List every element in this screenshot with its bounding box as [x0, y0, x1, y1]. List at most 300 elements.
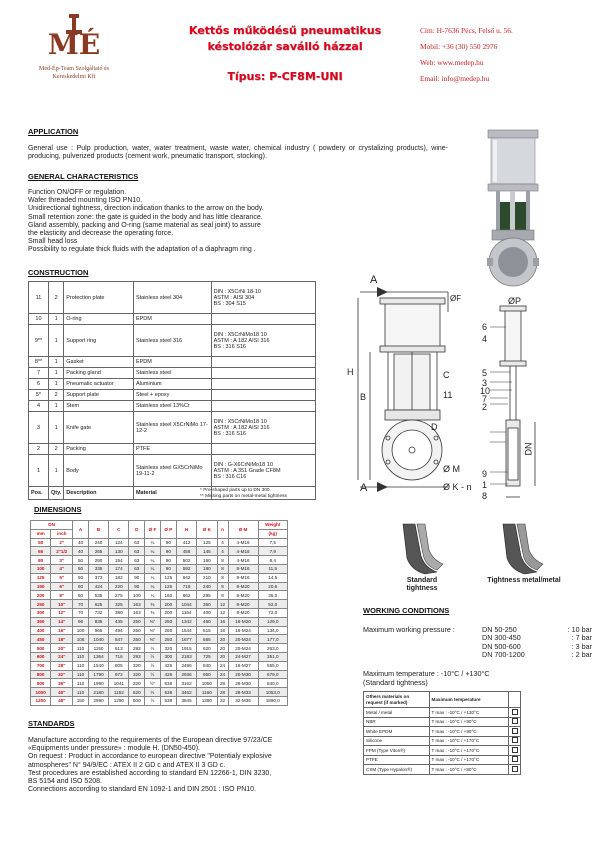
dimensions-cell: 28-M33	[228, 688, 258, 697]
dim-label-A-bottom: A	[360, 482, 368, 494]
contact-email[interactable]: Email: info@medep.hu	[420, 74, 490, 83]
dimensions-cell: ¼	[145, 547, 161, 556]
dimensions-cell: 250	[160, 635, 176, 644]
dimensions-cell: 28-M30	[228, 679, 258, 688]
dimensions-cell: 180	[197, 564, 217, 573]
dimensions-cell: 600	[31, 652, 51, 661]
dimensions-cell: 1790	[88, 670, 108, 679]
application-text: General use : Pulp production, water, water treatment, waste water, chemical industry ( powdery or crystalizing products), wine-producing, pulverized products (cement work, pneumatic transport, stocking).	[28, 145, 448, 161]
dimensions-cell: ¼	[145, 591, 161, 600]
dimensions-heading: DIMENSIONS	[34, 505, 82, 514]
dimensions-cell: 60	[73, 591, 89, 600]
construction-row	[29, 390, 316, 401]
dimensions-cell: 3"	[51, 556, 73, 565]
dim-label-B: B	[360, 392, 367, 402]
dimensions-cell: 40"	[51, 688, 73, 697]
construction-cell-pos: 7	[29, 368, 49, 379]
dimensions-cell: 60	[73, 582, 89, 591]
dimensions-cell: 520	[129, 688, 145, 697]
dimensions-cell: 3162	[176, 679, 196, 688]
contact-mobile[interactable]: Mobil: +36 (30) 550 2976	[420, 42, 498, 51]
dimensions-cell: 48"	[51, 696, 73, 705]
dimensions-cell: 2486	[176, 661, 196, 670]
dimensions-cell: 600	[129, 696, 145, 705]
dimensions-cell: 63	[129, 564, 145, 573]
general-line: Small head loss	[28, 238, 78, 246]
standard-line: DIN : G-X6CrNiMo18 10	[213, 461, 273, 468]
dimensions-cell: ½	[145, 661, 161, 670]
construction-cell-standard	[211, 401, 315, 412]
standard-line: BS : 304 S15	[213, 300, 246, 307]
construction-cell-qty: 1	[48, 412, 63, 444]
dimensions-cell: 1160	[197, 688, 217, 697]
dimensions-cell: 400	[31, 626, 51, 635]
construction-header-mat: Material	[133, 487, 211, 500]
construction-cell-pos: 6	[29, 379, 49, 390]
dim-label-H: H	[347, 367, 354, 377]
dimensions-cell: 40	[73, 547, 89, 556]
dimensions-cell: 200	[160, 600, 176, 609]
materials-header-temp: Maximum temperature	[429, 692, 508, 708]
dimensions-row	[31, 679, 288, 688]
dimensions-cell: ½"	[145, 679, 161, 688]
dimensions-cell: 265	[88, 547, 108, 556]
dimensions-cell: 2"	[51, 538, 73, 547]
standard-line: BS : 316 C16	[213, 473, 247, 480]
dimensions-cell: 16	[217, 626, 228, 635]
dimensions-cell: 174	[109, 564, 129, 573]
dimensions-cell: 63	[129, 556, 145, 565]
dimensions-cell: 1150	[88, 644, 108, 653]
dimensions-cell: 965	[88, 626, 108, 635]
material-checkbox[interactable]	[512, 709, 518, 715]
working-pressure-list	[482, 626, 592, 660]
construction-cell-pos: 10	[29, 314, 49, 325]
dimensions-subheader-cell: mm	[31, 529, 51, 538]
seal-illustration-standard	[395, 520, 455, 575]
dimensions-row	[31, 626, 288, 635]
dimensions-cell: 90	[160, 564, 176, 573]
construction-header-desc: Description	[64, 487, 134, 500]
dimensions-cell: 32	[217, 696, 228, 705]
dimensions-cell: 12"	[51, 608, 73, 617]
dimensions-cell: 613	[109, 644, 129, 653]
part-label-1: 1	[482, 480, 488, 490]
construction-cell-standard	[211, 455, 315, 487]
dimensions-cell: 592	[176, 564, 196, 573]
construction-header-pos: Pos.	[29, 487, 49, 500]
construction-heading: CONSTRUCTION	[28, 268, 89, 277]
material-checkbox[interactable]	[512, 737, 518, 743]
dimensions-cell: 900	[31, 679, 51, 688]
general-line: Unidirectional tightness, direction indication thanks to the arrow on the body.	[28, 205, 264, 213]
dimensions-cell: 547	[109, 635, 129, 644]
pressure-dn: DN 300-450	[482, 633, 521, 643]
dimensions-row	[31, 635, 288, 644]
construction-cell-pos: 5*	[29, 390, 49, 401]
construction-row	[29, 282, 316, 314]
standard-line: ASTM : A 182 AISI 316	[213, 424, 270, 431]
dimensions-cell: 716	[109, 652, 129, 661]
dimensions-cell: 2590	[88, 696, 108, 705]
dimensions-cell: 250	[129, 626, 145, 635]
construction-row	[29, 379, 316, 390]
working-heading: WORKING CONDITIONS	[363, 606, 450, 615]
dimensions-cell: 16	[217, 617, 228, 626]
dimensions-cell: 862	[176, 591, 196, 600]
construction-cell-pos: 1	[29, 455, 49, 487]
dimensions-row	[31, 573, 288, 582]
dimensions-row	[31, 556, 288, 565]
material-checkbox[interactable]	[512, 718, 518, 724]
dimensions-cell: 28	[217, 688, 228, 697]
dimensions-header-cell: B	[88, 521, 108, 539]
seal-label-standard: Standard tightness	[406, 577, 438, 592]
materials-row	[364, 736, 521, 746]
dimensions-cell: 106	[73, 635, 89, 644]
construction-cell-qty: 1	[48, 455, 63, 487]
construction-cell-qty: 1	[48, 401, 63, 412]
dimensions-cell: ⅜	[145, 608, 161, 617]
material-checkbox[interactable]	[512, 728, 518, 734]
material-temp: T max : -10°C / +170°C	[429, 746, 508, 756]
dimensions-cell: 250	[129, 635, 145, 644]
dimensions-cell: 1540	[88, 661, 108, 670]
dimensions-cell: 50	[73, 573, 89, 582]
dimensions-cell: 8-M20	[228, 591, 258, 600]
construction-cell-qty: 1	[48, 357, 63, 368]
construction-row	[29, 401, 316, 412]
dimensions-header-cell: n	[217, 521, 228, 539]
dimensions-cell: 8	[217, 556, 228, 565]
dimensions-cell: 90	[160, 556, 176, 565]
part-label-4: 4	[482, 334, 488, 344]
dimensions-cell: ⅜"	[145, 635, 161, 644]
dimensions-row	[31, 547, 288, 556]
dimensions-cell: 800	[31, 670, 51, 679]
dimensions-cell: 8-M20	[228, 582, 258, 591]
materials-row	[364, 765, 521, 775]
logo-company-line2: Kereskedelmi Kft	[52, 74, 96, 80]
dimensions-cell: 8	[217, 564, 228, 573]
material-name: CSM (Type Hypalon®)	[364, 765, 430, 775]
dimensions-cell: 1040	[88, 635, 108, 644]
construction-cell-mat: EPDM	[133, 314, 211, 325]
dimensions-cell: 24	[217, 670, 228, 679]
dimensions-cell: 718	[176, 582, 196, 591]
dimensions-cell: 8	[217, 582, 228, 591]
dimensions-cell: 32-M36	[228, 696, 258, 705]
dimensions-cell: 2180	[88, 688, 108, 697]
dimensions-cell: 90	[160, 547, 176, 556]
dimensions-cell: ½	[145, 670, 161, 679]
standard-line: BS : 316 S16	[213, 430, 246, 437]
construction-cell-desc: Body	[64, 455, 134, 487]
dim-label-phiF: ØF	[450, 294, 462, 303]
dimensions-cell: 725	[197, 652, 217, 661]
dimensions-cell: 70	[73, 600, 89, 609]
material-checkbox[interactable]	[512, 747, 518, 753]
dimensions-cell: 3462	[176, 688, 196, 697]
dimensions-cell: 300	[160, 652, 176, 661]
dimensions-row	[31, 538, 288, 547]
construction-cell-pos: 3	[29, 412, 49, 444]
dimensions-cell: 642	[176, 573, 196, 582]
contact-web[interactable]: Web: www.medep.hu	[420, 58, 484, 67]
dimensions-cell: 8,4	[258, 556, 287, 565]
dimensions-header-cell: Weight	[258, 521, 287, 530]
dimensions-cell: 145	[197, 547, 217, 556]
materials-row	[364, 727, 521, 737]
dim-label-C: C	[443, 370, 450, 380]
construction-cell-standard	[211, 282, 315, 314]
dimensions-cell: ½	[145, 696, 161, 705]
dimensions-cell: 500	[31, 644, 51, 653]
contact-block	[420, 24, 590, 85]
dimensions-cell: 129,0	[258, 617, 287, 626]
dimensions-cell: 110	[73, 644, 89, 653]
construction-cell-desc: Packing	[64, 444, 134, 455]
standard-line: ASTM : AISI 304	[213, 294, 255, 301]
standards-line: On request : Product in accordance to european directive "Potentialy explosive	[28, 753, 272, 761]
dimensions-cell: 20,6	[258, 582, 287, 591]
material-temp: T max : -10°C / +170°C	[429, 736, 508, 746]
construction-cell-desc: Pneumatic actuator	[64, 379, 134, 390]
construction-header-qty: Qty.	[48, 487, 63, 500]
dimensions-cell: 125	[160, 582, 176, 591]
dimensions-cell: 335	[88, 564, 108, 573]
material-name: Silicone	[364, 736, 430, 746]
dimensions-cell: 263,0	[258, 644, 287, 653]
part-label-10: 10	[480, 386, 491, 396]
dimensions-cell: 80	[31, 556, 51, 565]
dimensions-cell: 4-M16	[228, 547, 258, 556]
dimensions-cell: 435	[109, 617, 129, 626]
standard-line: BS : 316 S16	[213, 343, 246, 350]
logo-letters: MÉ	[47, 28, 101, 61]
dimensions-cell: 28	[217, 679, 228, 688]
standards-line: Connections according to standard EN 1092-1 and DIN 2501 : ISO PN10.	[28, 786, 257, 794]
material-checkbox[interactable]	[512, 756, 518, 762]
dimensions-cell: 835	[88, 617, 108, 626]
construction-note2: ** Missing parts on metal-metal tightness	[200, 494, 287, 499]
general-line: Function ON/OFF or regulation.	[28, 189, 127, 196]
dimensions-cell: 200	[31, 591, 51, 600]
general-line: Gland assembly, packing and O-ring (same material as seal joint) to assure	[28, 221, 261, 229]
dimensions-cell: 125	[197, 538, 217, 547]
dimensions-cell: 565	[197, 635, 217, 644]
construction-cell-standard	[211, 444, 315, 455]
dimensions-cell: 8-M16	[228, 564, 258, 573]
dimensions-cell: 160	[160, 591, 176, 600]
dimensions-cell: 502	[176, 556, 196, 565]
construction-table	[28, 281, 316, 500]
dimensions-row	[31, 652, 288, 661]
construction-cell-qty: 1	[48, 368, 63, 379]
dimensions-cell: 130	[109, 547, 129, 556]
construction-cell-desc: O-ring	[64, 314, 134, 325]
dimensions-cell: 494	[109, 626, 129, 635]
dimensions-cell: 320	[129, 679, 145, 688]
dimensions-cell: 2"1/2	[51, 547, 73, 556]
dimensions-cell: 210	[197, 573, 217, 582]
dimensions-row	[31, 696, 288, 705]
construction-row	[29, 412, 316, 444]
dimensions-row	[31, 564, 288, 573]
dimensions-cell: 20	[217, 652, 228, 661]
construction-cell-mat: Aluminium	[133, 379, 211, 390]
general-line: Wafer threaded mounting ISO PN10.	[28, 197, 143, 205]
dimensions-cell: 1677	[176, 635, 196, 644]
dimensions-cell: 125	[160, 573, 176, 582]
dimensions-header-cell: Ø M	[228, 521, 258, 539]
dimensions-cell: 320	[160, 644, 176, 653]
dimensions-header-cell: DN	[31, 521, 73, 530]
dimensions-cell: 177,0	[258, 635, 287, 644]
pressure-row	[482, 651, 592, 659]
dimensions-cell: 1000	[31, 688, 51, 697]
dimensions-cell: 220	[109, 582, 129, 591]
dimensions-cell: 8	[217, 591, 228, 600]
construction-cell-desc: Packing gland	[64, 368, 134, 379]
material-checkbox[interactable]	[512, 766, 518, 772]
pressure-bar: : 7 bar	[571, 633, 592, 643]
standard-line: ASTM : A 351 Grade CF8M	[213, 467, 281, 474]
dim-label-A: A	[370, 274, 378, 286]
dimensions-cell: 8-M16	[228, 573, 258, 582]
dimensions-cell: 300	[31, 608, 51, 617]
dimensions-cell: 90	[129, 582, 145, 591]
dimensions-cell: 1152	[109, 688, 129, 697]
dimensions-cell: 412	[176, 538, 196, 547]
dimensions-cell: 35,0	[258, 591, 287, 600]
dimensions-subheader-cell: inch	[51, 529, 73, 538]
dimensions-cell: 2183	[176, 652, 196, 661]
part-label-8: 8	[482, 491, 488, 501]
working-temperature-sub: (Standard tightness)	[363, 678, 428, 687]
construction-cell-mat: Stainless steel X5CrNiMo 17-12-2	[133, 412, 211, 444]
construction-cell-mat: Steel + epoxy	[133, 390, 211, 401]
dimensions-cell: 351,0	[258, 652, 287, 661]
dimensions-cell: ¼	[145, 573, 161, 582]
material-name: White EPDM	[364, 727, 430, 737]
dimensions-cell: 293	[129, 652, 145, 661]
dimensions-cell: 154	[109, 556, 129, 565]
material-temp: T max : -10°C / +90°C	[429, 727, 508, 737]
dim-label-phiP: ØP	[508, 296, 522, 306]
construction-cell-mat: Stainless steel 316	[133, 325, 211, 357]
dimensions-cell: 805	[109, 661, 129, 670]
construction-cell-qty: 1	[48, 314, 63, 325]
construction-cell-pos: 11	[29, 282, 49, 314]
dimensions-cell: 12	[217, 600, 228, 609]
dimensions-header-cell: Ø P	[160, 521, 176, 539]
dimensions-cell: 200	[160, 608, 176, 617]
materials-row	[364, 746, 521, 756]
dimensions-cell: 1164	[176, 608, 196, 617]
dimensions-cell: 50	[73, 564, 89, 573]
dimensions-cell: ¼	[145, 564, 161, 573]
dimensions-cell: 1915	[176, 644, 196, 653]
dimensions-cell: 4"	[51, 564, 73, 573]
material-temp: T max : -10°C / +90°C	[429, 717, 508, 727]
construction-row	[29, 455, 316, 487]
construction-cell-qty: 1	[48, 325, 63, 357]
dimensions-cell: 732	[88, 608, 108, 617]
dimensions-cell: 1044	[176, 600, 196, 609]
dimensions-cell: 275	[109, 591, 129, 600]
dimensions-cell: 110	[73, 652, 89, 661]
dimensions-cell: 16-M24	[228, 626, 258, 635]
construction-note1: * Pre-shaped parts up to DN 300.	[200, 488, 271, 493]
dimensions-cell: 555,0	[258, 661, 287, 670]
material-temp: T max : -10°C / +80°C	[429, 765, 508, 775]
construction-row	[29, 368, 316, 379]
dimensions-cell: 250	[129, 617, 145, 626]
dimensions-cell: 50	[31, 538, 51, 547]
dimensions-cell: 28"	[51, 661, 73, 670]
dimensions-cell: ⅜"	[145, 626, 161, 635]
dimensions-cell: 7,9	[258, 547, 287, 556]
dimensions-cell: 150	[31, 582, 51, 591]
dimensions-row	[31, 608, 288, 617]
dimensions-cell: 380	[109, 608, 129, 617]
logo-company-line1: Med-Ép-Team Szolgáltató és	[39, 66, 109, 72]
dimensions-cell: 1050	[197, 679, 217, 688]
dimensions-cell: 24"	[51, 652, 73, 661]
dimensions-row	[31, 617, 288, 626]
dimensions-cell: 4-M16	[228, 538, 258, 547]
dimensions-header-cell: C	[109, 521, 129, 539]
dimensions-cell: 1342	[176, 617, 196, 626]
dimensions-cell: 36"	[51, 679, 73, 688]
dimensions-cell: 163	[129, 600, 145, 609]
dimensions-cell: 65	[31, 547, 51, 556]
dimensions-row	[31, 600, 288, 609]
dimensions-cell: 24-M27	[228, 652, 258, 661]
dimensions-cell: 20-M24	[228, 644, 258, 653]
company-logo	[28, 12, 120, 84]
construction-cell-desc: Stem	[64, 401, 134, 412]
dimensions-cell: 3845	[176, 696, 196, 705]
page-title-line1: Kettős működésű pneumatikus	[188, 24, 382, 37]
construction-cell-standard	[211, 357, 315, 368]
dimensions-cell: 163	[129, 608, 145, 617]
page-title-line2: késtolózár saválló házzal	[207, 40, 363, 53]
dimensions-cell: 538	[160, 688, 176, 697]
dimensions-header-cell: H	[176, 521, 196, 539]
construction-cell-desc: Knife gate	[64, 412, 134, 444]
construction-cell-desc: Protection plate	[64, 282, 134, 314]
dimensions-cell: 1364	[88, 652, 108, 661]
dimensions-cell: 50	[73, 556, 89, 565]
standards-line: Manufacture according to the requirements of the European directive 97/23/CE	[28, 737, 273, 744]
dimensions-header-row	[31, 521, 288, 530]
part-label-9: 9	[482, 469, 488, 479]
standards-line: «Equipments under pressure» : module H. (DN50-450).	[28, 745, 200, 753]
materials-table	[363, 691, 521, 775]
dimensions-cell: 456	[176, 547, 196, 556]
dimensions-cell: 20"	[51, 644, 73, 653]
part-label-2: 2	[482, 402, 488, 412]
dimensions-cell: 20-M30	[228, 670, 258, 679]
dimensions-cell: 700	[31, 661, 51, 670]
dimensions-cell: 8"	[51, 591, 73, 600]
dimensions-cell: 16"	[51, 626, 73, 635]
working-pressure-label: Maximum working pressure :	[363, 625, 455, 634]
construction-cell-standard	[211, 314, 315, 325]
dimensions-cell: 16-M27	[228, 661, 258, 670]
